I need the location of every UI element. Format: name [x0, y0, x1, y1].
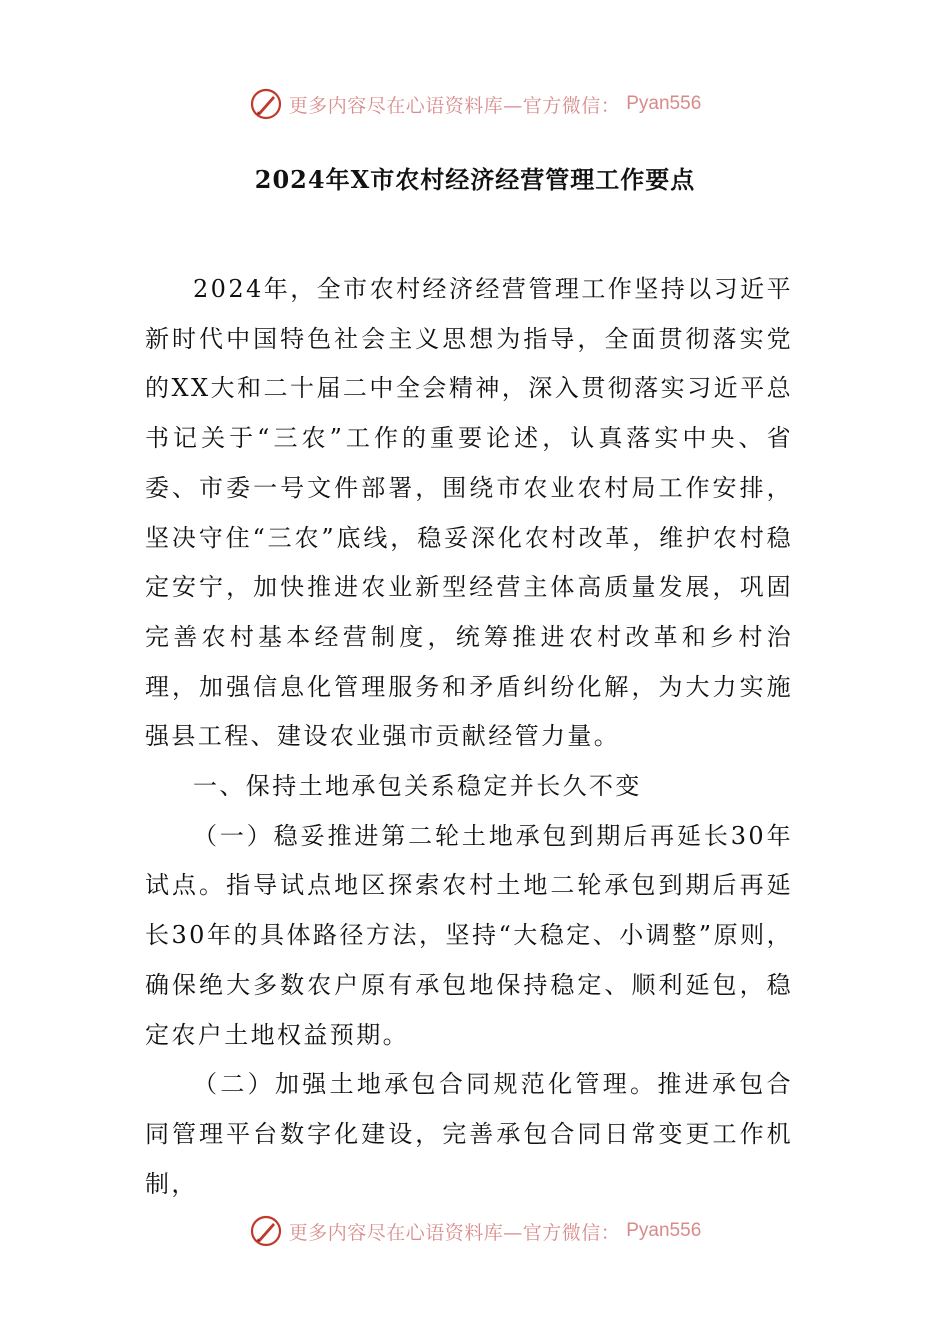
watermark-footer — [0, 1211, 950, 1251]
watermark-header — [0, 84, 950, 124]
watermark-wechat-id: Pyan556 — [626, 93, 702, 114]
quill-logo-icon — [249, 1214, 283, 1248]
section-heading-1: 一、保持土地承包关系稳定并长久不变 — [193, 772, 642, 801]
watermark-text: 更多内容尽在心语资料库—官方微信： — [288, 94, 621, 117]
intro-paragraph: 2024年，全市农村经济经营管理工作坚持以习近平新时代中国特色社会主义思想为指导，全面贯彻落实党的XX大和二十届二中全会精神，深入贯彻落实习近平总书记关于“三农”工作的重要论述，认真落实中央、省委、市委一号文件部署，围绕市农业农村局工作安排，坚决守住“三农”底线，稳妥深化农村改革，维护农村稳定安宁，加快推进农业新型经营主体高质量发展，巩固完善农村基本经营制度，统筹推进农村改革和乡村治理，加强信息化管理服务和矛盾纠纷化解，为大力实施强县工程、建设农业强市贡献经管力量。 — [145, 275, 793, 751]
subsection-1: （一）稳妥推进第二轮土地承包到期后再延长30年试点。指导试点地区探索农村土地二轮承包到期后再延长30年的具体路径方法，坚持“大稳定、小调整”原则，确保绝大多数农户原有承包地保持稳定、顺利延包，稳定农户土地权益预期。 — [145, 821, 793, 1049]
watermark-wechat-id: Pyan556 — [626, 1220, 702, 1241]
subsection-2: （二）加强土地承包合同规范化管理。推进承包合同管理平台数字化建设，完善承包合同日常变更工作机制， — [145, 1070, 793, 1198]
document-title: 2024年X市农村经济经营管理工作要点 — [254, 165, 696, 194]
quill-logo-icon — [249, 87, 283, 121]
document-body — [145, 265, 793, 1209]
watermark-text: 更多内容尽在心语资料库—官方微信： — [288, 1221, 621, 1244]
